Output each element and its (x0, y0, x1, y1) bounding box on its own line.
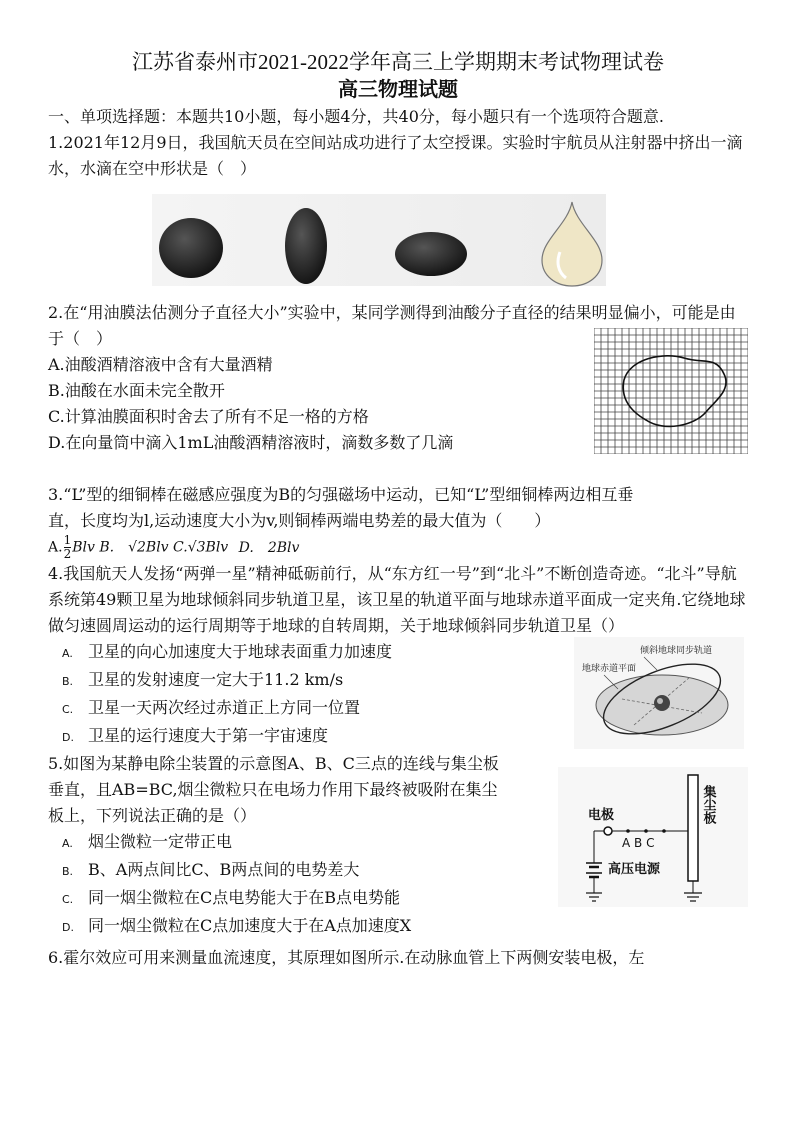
question-4-option-a: A. 卫星的向心加速度大于地球表面重力加速度 (62, 642, 393, 661)
question-5-option-c: C. 同一烟尘微粒在C点电势能大于在B点电势能 (62, 888, 401, 907)
question-4-option-b: B. 卫星的发射速度一定大于11.2 km/s (62, 670, 344, 689)
question-4-option-c: C. 卫星一天两次经过赤道正上方同一位置 (62, 698, 361, 717)
q3-option-b: B. √2Blv (99, 539, 169, 556)
water-drop-shapes (48, 182, 748, 300)
equator-label: 地球赤道平面 (582, 664, 637, 674)
question-2-body (48, 352, 748, 482)
electrode-icon (604, 827, 612, 835)
question-1-stem: 1.2021年12月9日，我国航天员在空间站成功进行了太空授课。实验时宇航员从注射器中挤出一滴水，水滴在空中形状是（ ） (48, 133, 743, 178)
question-4-body (48, 639, 748, 751)
section-heading: 一、单项选择题：本题共10小题，每小题4分，共40分，每小题只有一个选项符合题意. (48, 107, 664, 126)
points-abc-label: A B C (622, 836, 655, 850)
orbit-label: 倾斜地球同步轨道 (640, 646, 713, 656)
exam-subtitle: 高三物理试题 (338, 79, 458, 101)
question-5-option-a: A. 烟尘微粒一定带正电 (62, 832, 233, 851)
q3-option-c: C.√3Blv (173, 539, 229, 556)
exam-title: 江苏省泰州市2021-2022学年高三上学期期末考试物理试卷 (132, 50, 664, 74)
exam-page (48, 48, 748, 971)
question-6-stem: 6.霍尔效应可用来测量血流速度，其原理如图所示.在动脉血管上下两侧安装电极，左 (48, 948, 645, 967)
question-2-option-b: B.油酸在水面未完全散开 (48, 381, 225, 400)
q3-option-a-expr: Blv (72, 539, 95, 556)
question-3-stem-line2: 直，长度均为l,运动速度大小为v,则铜棒两端电势差的最大值为（ ） (48, 511, 551, 530)
question-5-option-d: D. 同一烟尘微粒在C点加速度大于在A点加速度X (62, 916, 412, 935)
question-2-option-a: A.油酸酒精溶液中含有大量酒精 (48, 355, 273, 374)
question-2-option-d: D.在向量筒中滴入1mL油酸酒精溶液时，滴数多数了几滴 (48, 433, 454, 452)
orbit-figure (574, 637, 744, 749)
question-2-option-c: C.计算油膜面积时舍去了所有不足一格的方格 (48, 407, 369, 426)
question-2-stem: 2.在“用油膜法估测分子直径大小”实验中，某同学测得到油酸分子直径的结果明显偏小，可能是由于（ ） (48, 303, 736, 348)
plate-label: 集尘板 (700, 785, 716, 824)
power-label: 高压电源 (608, 862, 661, 877)
shape-horizontal-ellipse (395, 232, 467, 276)
oil-film-grid-figure (594, 328, 748, 454)
dust-collector-figure (558, 767, 748, 907)
shape-sphere (159, 218, 223, 278)
question-5-stem: 5.如图为某静电除尘装置的示意图A、B、C三点的连线与集尘板垂直，且AB=BC,烟尘微粒只在电场力作用下最终被吸附在集尘板上，下列说法正确的是（） (48, 754, 499, 825)
question-4-option-d: D. 卫星的运行速度大于第一宇宙速度 (62, 726, 329, 745)
question-5-block (48, 751, 748, 941)
q3-option-a-prefix: A. (48, 539, 63, 556)
question-3-stem-line1: 3.“L”型的细铜棒在磁感应强度为B的匀强磁场中运动，已知“L”型细铜棒两边相互垂 (48, 485, 634, 504)
electrode-label: 电极 (588, 808, 615, 823)
collector-plate (688, 775, 698, 881)
shape-vertical-ellipse (285, 208, 327, 284)
q3-option-d: D. 2Blv (238, 539, 300, 556)
q3-option-a-fraction: $\frac{1}{2}$ (63, 533, 72, 561)
question-1-figure (48, 182, 748, 300)
question-5-option-b: B. B、A两点间比C、B两点间的电势差大 (62, 860, 360, 879)
question-3-options (48, 534, 748, 561)
question-4-stem: 4.我国航天人发扬“两弹一星”精神砥砺前行，从“东方红一号”到“北斗”不断创造奇迹。“北斗”导航系统第49颗卫星为地球倾斜同步轨道卫星，该卫星的轨道平面与地球赤道平面成一定夹角.它绕地球做匀速圆周运动的运行周期等于地球的自转周期，关于地球倾斜同步轨道卫星（） (48, 564, 746, 635)
